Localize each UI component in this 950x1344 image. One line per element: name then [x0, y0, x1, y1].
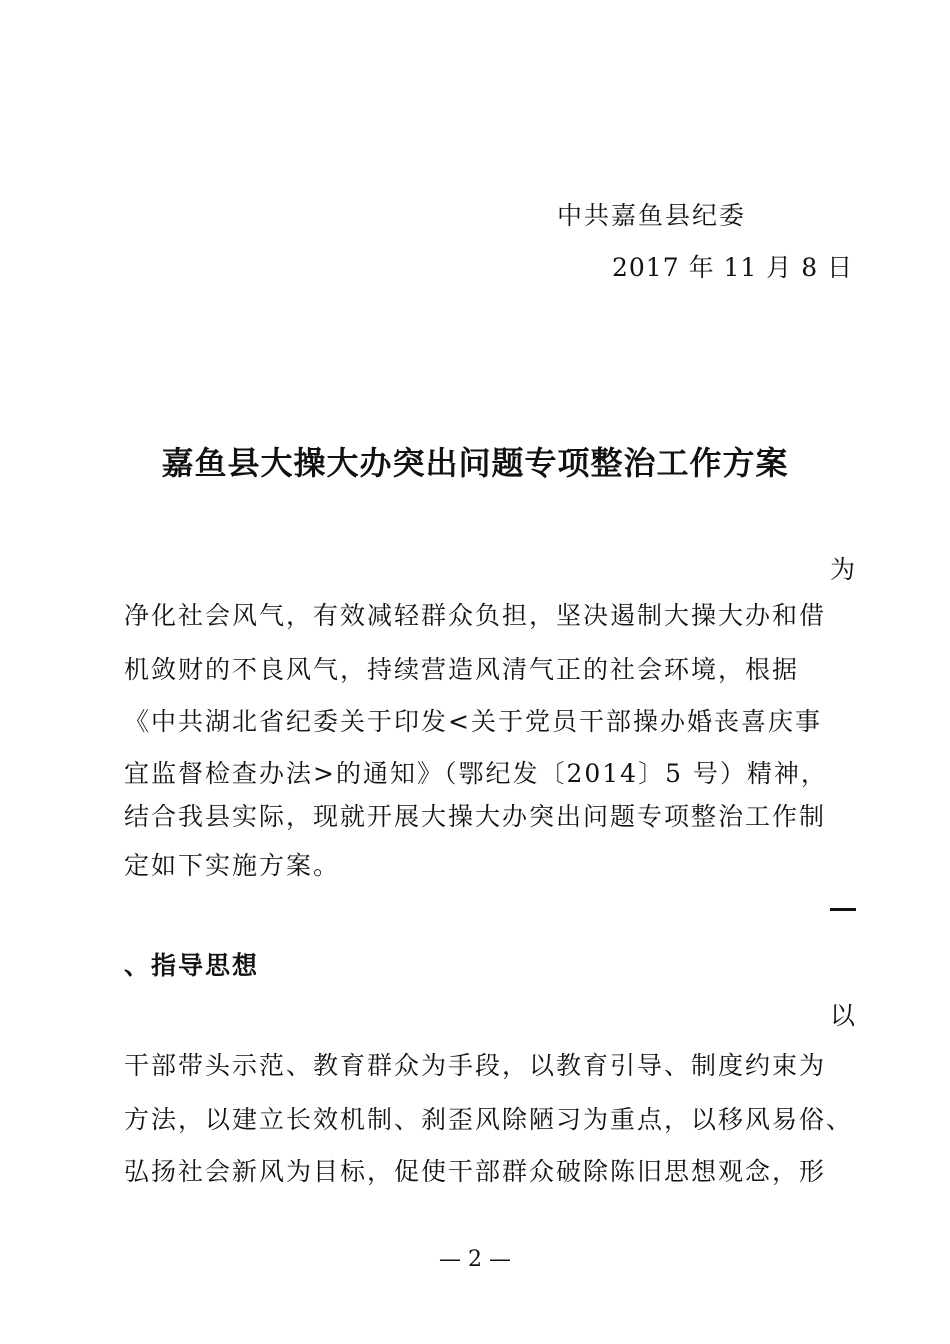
- section-line: 干部带头示范、教育群众为手段，以教育引导、制度约束为: [124, 1051, 827, 1080]
- section-line: 方法，以建立长效机制、刹歪风除陋习为重点，以移风易俗、: [124, 1105, 854, 1134]
- page-number: — 2 —: [439, 1247, 511, 1272]
- intro-line: 《中共湖北省纪委关于印发<关于党员干部操办婚丧喜庆事: [124, 707, 822, 736]
- intro-line: 净化社会风气，有效减轻群众负担，坚决遏制大操大办和借: [124, 601, 827, 630]
- document-title: 嘉鱼县大操大办突出问题专项整治工作方案: [161, 444, 789, 482]
- intro-line: 宜监督检查办法>的通知》（鄂纪发〔2014〕5 号）精神，: [124, 759, 828, 788]
- section-number-dash: [830, 908, 856, 911]
- section-heading: 、指导思想: [124, 951, 260, 980]
- intro-line: 机敛财的不良风气，持续营造风清气正的社会环境，根据: [124, 655, 800, 684]
- signature-organization: 中共嘉鱼县纪委: [557, 201, 747, 230]
- section-lead-char: 以: [830, 1001, 856, 1030]
- signature-date: 2017 年 11 月 8 日: [612, 253, 854, 282]
- intro-line: 结合我县实际，现就开展大操大办突出问题专项整治工作制: [124, 802, 827, 831]
- intro-lead-char: 为: [830, 555, 856, 584]
- intro-line: 定如下实施方案。: [124, 851, 341, 880]
- section-line: 弘扬社会新风为目标，促使干部群众破除陈旧思想观念，形: [124, 1157, 827, 1186]
